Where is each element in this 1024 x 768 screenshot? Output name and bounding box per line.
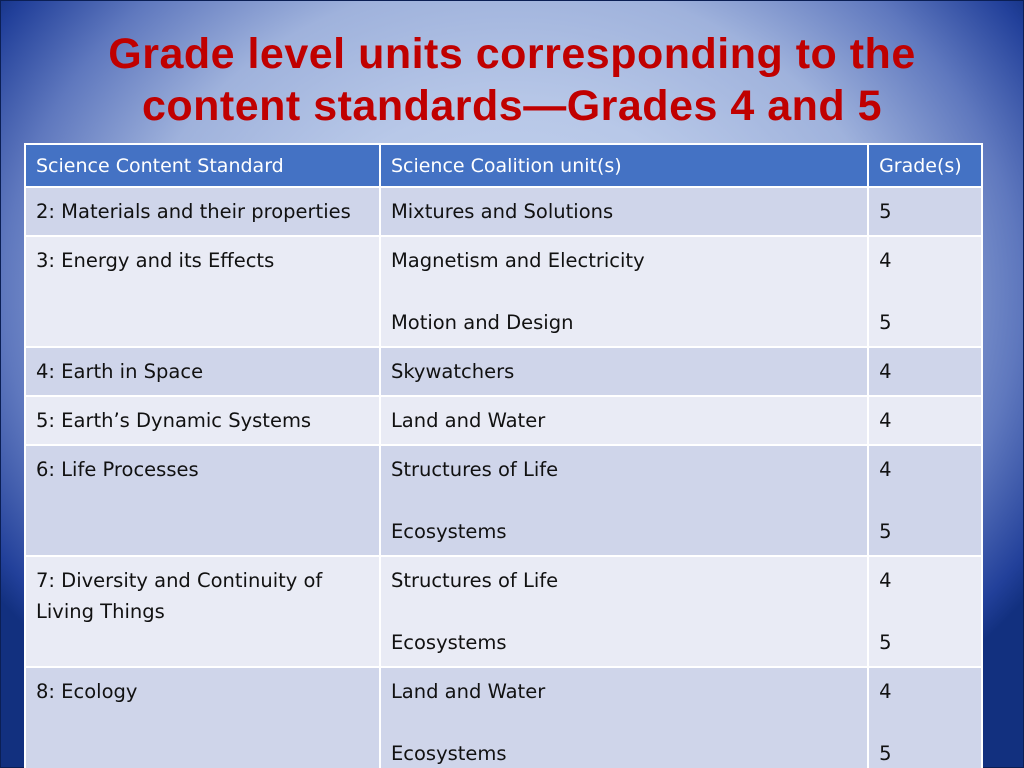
table-row xyxy=(25,236,982,347)
grade-value: 4 xyxy=(879,458,892,481)
grade-value: 5 xyxy=(879,200,892,223)
unit-name: Skywatchers xyxy=(390,360,515,383)
grades-cell xyxy=(868,236,982,347)
grades-cell xyxy=(868,445,982,556)
grade-value: 4 xyxy=(879,680,892,703)
grade-value: 4 xyxy=(879,360,892,383)
standard-cell: 2: Materials and their properties xyxy=(25,187,380,236)
grades-cell xyxy=(868,556,982,667)
standards-table xyxy=(24,143,983,768)
unit-name: Land and Water xyxy=(390,680,546,703)
table-row xyxy=(25,347,982,396)
standard-cell: 8: Ecology xyxy=(25,667,380,768)
grades-cell xyxy=(868,187,982,236)
grade-value: 5 xyxy=(879,311,892,334)
standard-cell: 3: Energy and its Effects xyxy=(25,236,380,347)
unit-name: Mixtures and Solutions xyxy=(390,200,614,223)
grade-value: 4 xyxy=(879,409,892,432)
standard-cell: 5: Earth’s Dynamic Systems xyxy=(25,396,380,445)
units-cell xyxy=(380,556,868,667)
table-row xyxy=(25,556,982,667)
units-cell xyxy=(380,347,868,396)
slide-title xyxy=(0,28,1024,132)
table-row xyxy=(25,396,982,445)
header-science-content-standard: Science Content Standard xyxy=(25,144,380,187)
grade-value: 5 xyxy=(879,520,892,543)
grade-value: 5 xyxy=(879,742,892,765)
unit-name: Ecosystems xyxy=(390,520,507,543)
table-row xyxy=(25,445,982,556)
grades-cell xyxy=(868,667,982,768)
units-cell xyxy=(380,667,868,768)
grade-value: 4 xyxy=(879,569,892,592)
header-science-coalition-units: Science Coalition unit(s) xyxy=(380,144,868,187)
standard-cell: 4: Earth in Space xyxy=(25,347,380,396)
grade-value: 5 xyxy=(879,631,892,654)
unit-name: Ecosystems xyxy=(390,742,507,765)
table-row xyxy=(25,187,982,236)
slide-title-line-1: Grade level units corresponding to the xyxy=(108,30,916,78)
unit-name: Ecosystems xyxy=(390,631,507,654)
table-header-row xyxy=(25,144,982,187)
table-row xyxy=(25,667,982,768)
unit-name: Magnetism and Electricity xyxy=(390,249,645,272)
unit-name: Motion and Design xyxy=(390,311,574,334)
grades-cell xyxy=(868,347,982,396)
grade-value: 4 xyxy=(879,249,892,272)
unit-name: Land and Water xyxy=(390,409,546,432)
units-cell xyxy=(380,445,868,556)
header-grades: Grade(s) xyxy=(868,144,982,187)
unit-name: Structures of Life xyxy=(390,569,559,592)
grades-cell xyxy=(868,396,982,445)
units-cell xyxy=(380,187,868,236)
standard-cell: 7: Diversity and Continuity of Living Things xyxy=(25,556,380,667)
units-cell xyxy=(380,236,868,347)
standard-cell: 6: Life Processes xyxy=(25,445,380,556)
unit-name: Structures of Life xyxy=(390,458,559,481)
units-cell xyxy=(380,396,868,445)
slide-title-line-2: content standards—Grades 4 and 5 xyxy=(141,82,883,130)
